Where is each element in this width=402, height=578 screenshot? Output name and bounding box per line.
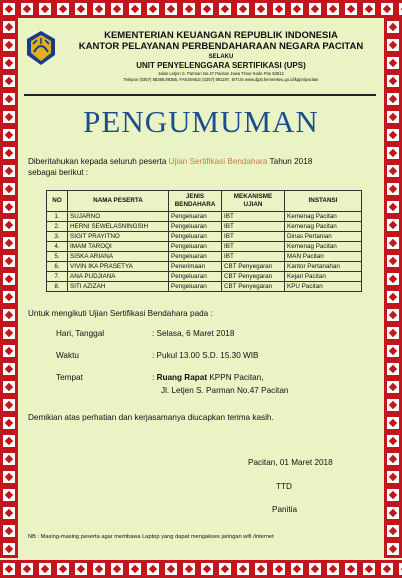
border-tile	[384, 18, 402, 36]
border-tile	[180, 0, 198, 18]
border-tile	[384, 270, 402, 288]
border-tile	[384, 72, 402, 90]
border-tile	[384, 54, 402, 72]
signature-signer: Panitia	[272, 505, 298, 514]
border-tile	[0, 342, 18, 360]
border-tile	[0, 414, 18, 432]
decorative-border-right	[384, 18, 402, 558]
cell-mechanism: CBT Penyegaran	[222, 262, 285, 272]
border-tile	[0, 216, 18, 234]
border-tile	[252, 0, 270, 18]
cell-no: 8.	[47, 282, 68, 292]
border-tile	[288, 560, 306, 578]
border-tile	[0, 450, 18, 468]
border-tile	[384, 342, 402, 360]
cell-mechanism: CBT Penyegaran	[222, 282, 285, 292]
border-tile	[0, 234, 18, 252]
border-tile	[396, 560, 402, 578]
border-tile	[0, 468, 18, 486]
decorative-border-top	[0, 0, 402, 18]
decorative-border-left	[0, 18, 18, 558]
border-tile	[360, 560, 378, 578]
border-tile	[384, 144, 402, 162]
signature-place-date: Pacitan, 01 Maret 2018	[248, 458, 333, 467]
border-tile	[18, 560, 36, 578]
border-tile	[54, 0, 72, 18]
border-tile	[0, 18, 18, 36]
border-tile	[0, 0, 18, 18]
border-tile	[144, 560, 162, 578]
border-tile	[0, 252, 18, 270]
border-tile	[0, 486, 18, 504]
border-tile	[384, 360, 402, 378]
border-tile	[384, 216, 402, 234]
cell-type: Pengeluaran	[169, 242, 222, 252]
cell-agency: Kemenag Pacitan	[285, 242, 362, 252]
table-body	[47, 212, 362, 292]
border-tile	[108, 0, 126, 18]
border-tile	[384, 306, 402, 324]
time-value: : Pukul 13.00 S.D. 15.30 WIB	[152, 351, 259, 360]
border-tile	[324, 560, 342, 578]
cell-mechanism: IBT	[222, 232, 285, 242]
col-header-mechanism: MEKANISME UJIAN	[222, 191, 285, 212]
border-tile	[384, 378, 402, 396]
border-tile	[0, 144, 18, 162]
decorative-border-bottom	[0, 560, 402, 578]
cell-type: Penerimaan	[169, 262, 222, 272]
cell-agency: Kejari Pacitan	[285, 272, 362, 282]
ministry-name: KEMENTERIAN KEUANGAN REPUBLIK INDONESIA	[104, 30, 338, 41]
cell-mechanism: CBT Penyegaran	[222, 272, 285, 282]
border-tile	[384, 396, 402, 414]
place-office: KPPN Pacitan,	[207, 373, 264, 382]
col-header-no: NO	[47, 191, 68, 212]
table-row	[47, 252, 362, 262]
border-tile	[72, 560, 90, 578]
border-tile	[384, 252, 402, 270]
border-tile	[378, 560, 396, 578]
border-tile	[306, 0, 324, 18]
border-tile	[144, 0, 162, 18]
border-tile	[384, 180, 402, 198]
cell-name: SITI AZIZAH	[68, 282, 169, 292]
cell-no: 6.	[47, 262, 68, 272]
border-tile	[324, 0, 342, 18]
border-tile	[0, 36, 18, 54]
table-header-row	[47, 191, 362, 212]
cell-agency: MAN Pacitan	[285, 252, 362, 262]
border-tile	[216, 560, 234, 578]
cell-no: 3.	[47, 232, 68, 242]
intro-text: Diberitahukan kepada seluruh peserta	[28, 157, 169, 166]
intro-text-end: Tahun 2018	[267, 157, 313, 166]
border-tile	[0, 54, 18, 72]
border-tile	[384, 36, 402, 54]
border-tile	[234, 560, 252, 578]
unit-name: UNIT PENYELENGGARA SERTIFIKASI (UPS)	[136, 61, 306, 70]
cell-type: Pengeluaran	[169, 212, 222, 222]
border-tile	[384, 450, 402, 468]
cell-name: HERNI SEWELASNINGSIH	[68, 222, 169, 232]
border-tile	[384, 522, 402, 540]
time-label: Waktu	[56, 351, 79, 360]
schedule-intro: Untuk mengikuti Ujian Sertifikasi Bendahara pada :	[28, 309, 213, 318]
border-tile	[0, 270, 18, 288]
border-tile	[384, 288, 402, 306]
border-tile	[384, 486, 402, 504]
cell-type: Pengeluaran	[169, 222, 222, 232]
border-tile	[0, 72, 18, 90]
border-tile	[378, 0, 396, 18]
border-tile	[384, 468, 402, 486]
border-tile	[384, 504, 402, 522]
border-tile	[126, 0, 144, 18]
border-tile	[384, 414, 402, 432]
border-tile	[360, 0, 378, 18]
participants-table	[46, 190, 362, 292]
cell-agency: Dinas Pertanian	[285, 232, 362, 242]
border-tile	[270, 0, 288, 18]
col-header-name: NAMA PESERTA	[68, 191, 169, 212]
border-tile	[216, 0, 234, 18]
office-name: KANTOR PELAYANAN PERBENDAHARAAN NEGARA PACITAN	[78, 41, 364, 52]
border-tile	[0, 306, 18, 324]
border-tile	[384, 108, 402, 126]
border-tile	[0, 378, 18, 396]
cell-type: Pengeluaran	[169, 282, 222, 292]
border-tile	[0, 126, 18, 144]
border-tile	[252, 560, 270, 578]
cell-no: 5.	[47, 252, 68, 262]
border-tile	[270, 560, 288, 578]
cell-mechanism: IBT	[222, 242, 285, 252]
border-tile	[306, 560, 324, 578]
cell-mechanism: IBT	[222, 222, 285, 232]
cell-no: 7.	[47, 272, 68, 282]
cell-type: Pengeluaran	[169, 252, 222, 262]
cell-agency: Kemenag Pacitan	[285, 212, 362, 222]
cell-name: IMAM TAROQI	[68, 242, 169, 252]
border-tile	[72, 0, 90, 18]
cell-agency: Kemenag Pacitan	[285, 222, 362, 232]
border-tile	[90, 560, 108, 578]
table-row	[47, 242, 362, 252]
border-tile	[198, 560, 216, 578]
border-tile	[384, 234, 402, 252]
cell-name: SIGIT PRAYITNO	[68, 232, 169, 242]
date-label: Hari, Tanggal	[56, 329, 105, 338]
intro-highlight: Ujian Sertifikasi Bendahara	[168, 157, 268, 166]
border-tile	[180, 560, 198, 578]
cell-name: ANA PUDJIANA	[68, 272, 169, 282]
cell-no: 1.	[47, 212, 68, 222]
border-tile	[234, 0, 252, 18]
place-label: Tempat	[56, 373, 83, 382]
letterhead-selaku: SELAKU	[208, 54, 234, 60]
table-row	[47, 262, 362, 272]
letterhead-divider	[24, 94, 376, 96]
place-address: Jl. Letjen S. Parman No.47 Pacitan	[161, 386, 289, 395]
place-room: Ruang Rapat	[156, 373, 208, 382]
letterhead	[60, 30, 382, 83]
border-tile	[384, 432, 402, 450]
border-tile	[162, 560, 180, 578]
border-tile	[0, 288, 18, 306]
col-header-type: JENIS BENDAHARA	[169, 191, 222, 212]
border-tile	[342, 560, 360, 578]
border-tile	[18, 0, 36, 18]
footnote: NB : Masing-masing peserta agar membawa Laptop yang dapat mengakses jaringan wifi /internet	[28, 534, 274, 540]
cell-agency: KPU Pacitan	[285, 282, 362, 292]
cell-no: 4.	[47, 242, 68, 252]
border-tile	[54, 560, 72, 578]
border-tile	[396, 0, 402, 18]
col-header-agency: INSTANSI	[285, 191, 362, 212]
border-tile	[0, 522, 18, 540]
border-tile	[0, 324, 18, 342]
border-tile	[0, 432, 18, 450]
place-colon: :	[152, 373, 157, 382]
intro-paragraph	[28, 156, 374, 178]
border-tile	[384, 198, 402, 216]
cell-name: SISKA ARIANA	[68, 252, 169, 262]
table-row	[47, 232, 362, 242]
page-title: PENGUMUMAN	[83, 104, 319, 139]
office-address: Jalan Letjen S. Parman No.47 Pacitan Jawa Timur Kode Pos 63512	[158, 71, 284, 76]
cell-mechanism: IBT	[222, 212, 285, 222]
border-tile	[36, 560, 54, 578]
table-row	[47, 212, 362, 222]
border-tile	[0, 108, 18, 126]
border-tile	[36, 0, 54, 18]
border-tile	[0, 396, 18, 414]
table-row	[47, 282, 362, 292]
cell-mechanism: IBT	[222, 252, 285, 262]
table-row	[47, 272, 362, 282]
border-tile	[342, 0, 360, 18]
border-tile	[384, 540, 402, 558]
cell-agency: Kantor Pertanahan	[285, 262, 362, 272]
cell-type: Pengeluaran	[169, 272, 222, 282]
border-tile	[0, 90, 18, 108]
border-tile	[0, 180, 18, 198]
border-tile	[384, 126, 402, 144]
cell-name: VIVIN IKA PRASETYA	[68, 262, 169, 272]
cell-no: 2.	[47, 222, 68, 232]
border-tile	[0, 360, 18, 378]
office-contact: Telepon (0357) 88386,88385, FAKSIMILE (0357) 881197, SITUS www.djpb.kemenkeu.go.id/kppn/pacitan	[123, 77, 319, 82]
place-value	[152, 372, 264, 383]
border-tile	[384, 90, 402, 108]
kemenkeu-logo-icon	[24, 30, 58, 66]
border-tile	[162, 0, 180, 18]
cell-name: SUJARNO	[68, 212, 169, 222]
border-tile	[126, 560, 144, 578]
intro-line2: sebagai berikut :	[28, 168, 89, 177]
cell-type: Pengeluaran	[169, 232, 222, 242]
border-tile	[0, 560, 18, 578]
border-tile	[384, 162, 402, 180]
table-row	[47, 222, 362, 232]
border-tile	[0, 540, 18, 558]
border-tile	[384, 324, 402, 342]
border-tile	[288, 0, 306, 18]
border-tile	[0, 162, 18, 180]
border-tile	[198, 0, 216, 18]
signature-ttd: TTD	[276, 482, 292, 491]
border-tile	[0, 504, 18, 522]
closing-text: Demikian atas perhatian dan kerjasamanya diucapkan terima kasih.	[28, 413, 274, 422]
page-content	[20, 20, 382, 558]
border-tile	[108, 560, 126, 578]
border-tile	[0, 198, 18, 216]
date-value: : Selasa, 6 Maret 2018	[152, 329, 235, 338]
border-tile	[90, 0, 108, 18]
